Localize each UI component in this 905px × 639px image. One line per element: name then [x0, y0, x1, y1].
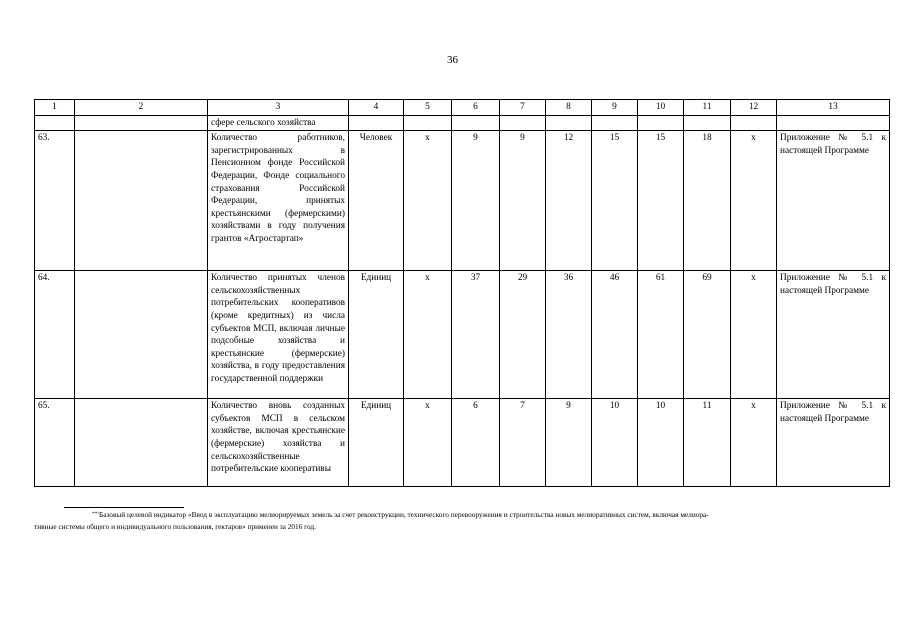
footnote: [34, 509, 889, 532]
indicator-name: Количество работников, зарегистрированных в Пенсионном фонде Российской Федерации, Фонде социального страхования Российской Федерации, принятых крестьянскими (фермерскими) хозяйствами в году получения грантов «Агростартап»: [208, 131, 349, 271]
column-header: 7: [500, 100, 546, 116]
column-header: 13: [777, 100, 890, 116]
indicators-table: [34, 99, 890, 487]
column-header: 2: [75, 100, 208, 116]
value-cell: x: [731, 271, 777, 399]
value-cell: 61: [638, 271, 684, 399]
column-header: 8: [546, 100, 592, 116]
row-number: 65.: [35, 399, 75, 487]
column-header: 3: [208, 100, 349, 116]
source-cell: Приложение № 5.1 к настоящей Программе: [777, 131, 890, 271]
value-cell: 37: [452, 271, 500, 399]
row-col2: [75, 399, 208, 487]
value-cell: 9: [452, 131, 500, 271]
value-cell: 10: [592, 399, 638, 487]
footnote-divider: [64, 507, 184, 508]
value-cell: 46: [592, 271, 638, 399]
value-cell: 10: [638, 399, 684, 487]
indicator-name: Количество принятых членов сельскохозяйственных потребительских кооперативов (кроме кредитных) из числа субъектов МСП, включая личные подсобные хозяйства и крестьянские (фермерские) хозяйства, в году предоставления государственной поддержки: [208, 271, 349, 399]
source-cell: Приложение № 5.1 к настоящей Программе: [777, 271, 890, 399]
value-cell: 12: [546, 131, 592, 271]
column-header: 9: [592, 100, 638, 116]
table-row: [35, 131, 890, 271]
value-cell: x: [731, 399, 777, 487]
row-col2: [75, 271, 208, 399]
unit-cell: Единиц: [349, 399, 404, 487]
value-cell: 6: [452, 399, 500, 487]
value-cell: 36: [546, 271, 592, 399]
column-header: 12: [731, 100, 777, 116]
page-number: 36: [447, 54, 458, 66]
footnote-line-1: Базовый целевой индикатор «Ввод в эксплуатацию мелиорируемых земель за счет реконструкции, технического перевооружения и строительства новых мелиоративных систем, включая мелиора-: [99, 510, 709, 519]
continuation-text: сфере сельского хозяйства: [208, 115, 349, 131]
value-cell: 69: [684, 271, 731, 399]
table-row: [35, 271, 890, 399]
column-header: 6: [452, 100, 500, 116]
row-number: 63.: [35, 131, 75, 271]
column-header: 5: [404, 100, 452, 116]
table-header-row: [35, 100, 890, 116]
value-cell: x: [404, 271, 452, 399]
indicator-name: Количество вновь созданных субъектов МСП в сельском хозяйстве, включая крестьянские (фермерские) хозяйства и сельскохозяйственные потребительские кооперативы: [208, 399, 349, 487]
value-cell: 11: [684, 399, 731, 487]
value-cell: x: [731, 131, 777, 271]
footnote-line-2: тивные системы общего и индивидуального пользования, гектаров» применен за 2016 год.: [34, 521, 316, 531]
value-cell: 9: [546, 399, 592, 487]
source-cell: Приложение № 5.1 к настоящей Программе: [777, 399, 890, 487]
value-cell: 7: [500, 399, 546, 487]
column-header: 11: [684, 100, 731, 116]
table-row: [35, 399, 890, 487]
row-number: 64.: [35, 271, 75, 399]
value-cell: 15: [638, 131, 684, 271]
column-header: 1: [35, 100, 75, 116]
unit-cell: Единиц: [349, 271, 404, 399]
value-cell: x: [404, 131, 452, 271]
column-header: 4: [349, 100, 404, 116]
table-row-continuation: [35, 115, 890, 131]
row-col2: [75, 131, 208, 271]
value-cell: 15: [592, 131, 638, 271]
value-cell: 9: [500, 131, 546, 271]
unit-cell: Человек: [349, 131, 404, 271]
footnote-marker: **/: [92, 511, 100, 517]
value-cell: 18: [684, 131, 731, 271]
value-cell: 29: [500, 271, 546, 399]
column-header: 10: [638, 100, 684, 116]
value-cell: x: [404, 399, 452, 487]
